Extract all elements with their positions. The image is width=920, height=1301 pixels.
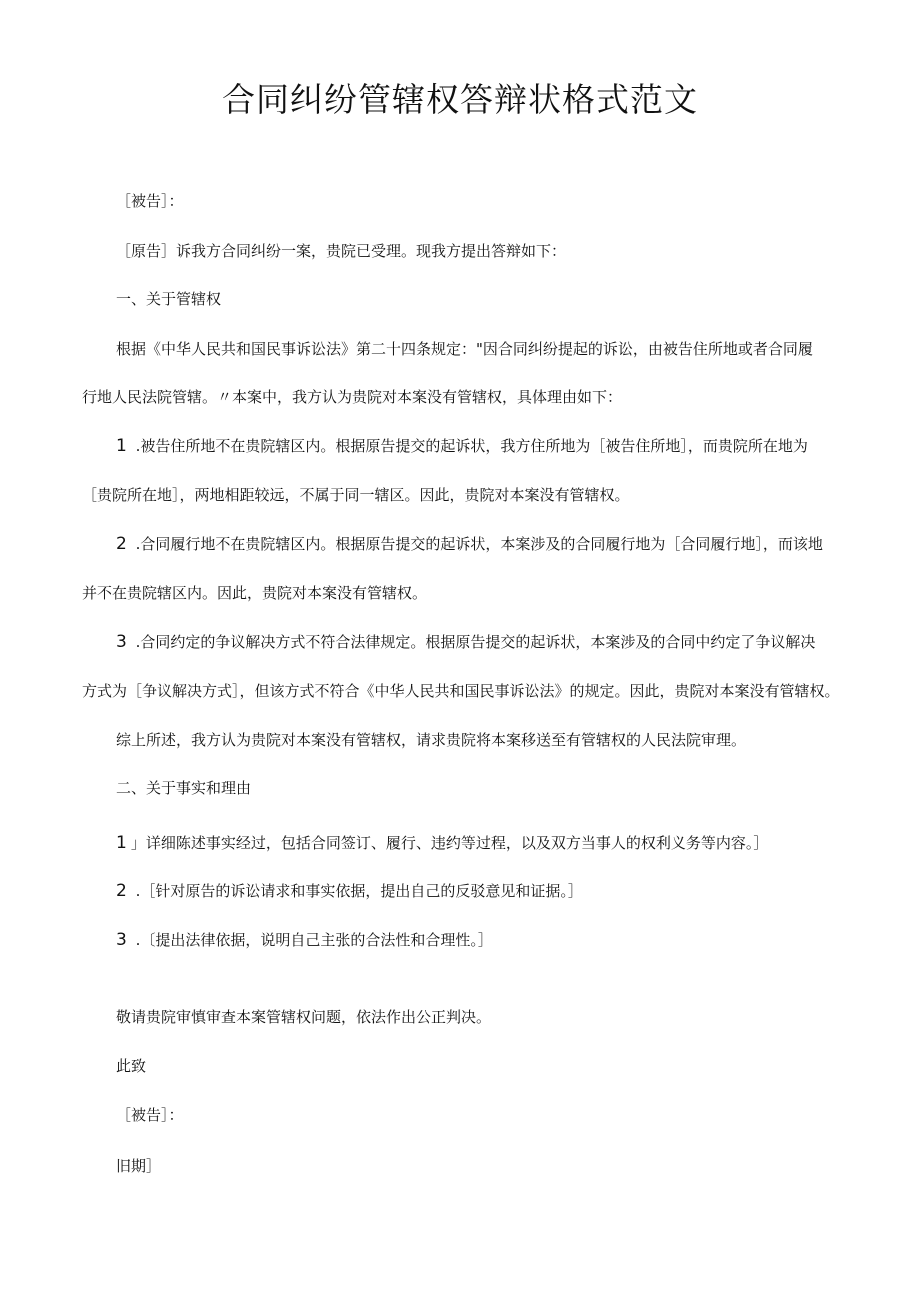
section1-heading: 一、关于管辖权 (116, 290, 222, 308)
fact-1-text: 」详细陈述事实经过，包括合同签订、履行、违约等过程，以及双方当事人的权利义务等内容。］ (130, 834, 769, 852)
reason-3-line2: 方式为［争议解决方式］，但该方式不符合《中华人民共和国民事诉讼法》的规定。因此，贵院对本案没有管辖权。 (82, 682, 840, 700)
fact-2-text: .［针对原告的诉讼请求和事实依据，提出自己的反驳意见和证据。］ (135, 882, 583, 900)
footer-date: 旧期］ (116, 1157, 162, 1175)
request-paragraph: 敬请贵院审慎审查本案管辖权问题，依法作出公正判决。 (116, 1008, 492, 1026)
reason-2-number: 2 (116, 534, 127, 554)
salutation: 此致 (116, 1057, 147, 1075)
reason-1-line1 (116, 435, 808, 457)
reason-2-line2: 并不在贵院辖区内。因此，贵院对本案没有管辖权。 (82, 584, 428, 602)
document-title: 合同纠纷管辖权答辩状格式范文 (222, 80, 698, 119)
reason-2-text: .合同履行地不在贵院辖区内。根据原告提交的起诉状，本案涉及的合同履行地为［合同履行地］，而该地 (135, 535, 823, 553)
law-para-line1: 根据《中华人民共和国民事诉讼法》第二十四条规定："因合同纠纷提起的诉讼，由被告住所地或者合同履 (116, 340, 813, 358)
fact-3 (116, 929, 493, 951)
header-defendant: ［被告］： (116, 192, 184, 210)
conclusion-paragraph: 综上所述，我方认为贵院对本案没有管辖权，请求贵院将本案移送至有管辖权的人民法院审理。 (116, 731, 747, 749)
section2-heading: 二、关于事实和理由 (116, 779, 252, 797)
fact-2 (116, 880, 583, 902)
law-para-line2: 行地人民法院管辖。〃本案中，我方认为贵院对本案没有管辖权，具体理由如下： (82, 388, 623, 406)
fact-1 (116, 832, 768, 854)
reason-3-line1 (116, 631, 815, 653)
reason-3-text: .合同约定的争议解决方式不符合法律规定。根据原告提交的起诉状，本案涉及的合同中约定了争议解决 (135, 633, 816, 651)
fact-1-number: 1 (116, 833, 127, 853)
intro-paragraph: ［原告］诉我方合同纠纷一案，贵院已受理。现我方提出答辩如下： (116, 242, 567, 260)
reason-2-line1 (116, 533, 823, 555)
fact-3-number: 3 (116, 930, 127, 950)
fact-2-number: 2 (116, 881, 127, 901)
reason-1-line2: ［贵院所在地］，两地相距较远，不属于同一辖区。因此，贵院对本案没有管辖权。 (82, 486, 630, 504)
footer-defendant: ［被告］： (116, 1106, 184, 1124)
fact-3-text: .〔提出法律依据，说明自己主张的合法性和合理性。］ (135, 931, 493, 949)
reason-1-number: 1 (116, 436, 127, 456)
reason-1-text: .被告住所地不在贵院辖区内。根据原告提交的起诉状，我方住所地为［被告住所地］，而贵院所在地为 (135, 437, 808, 455)
reason-3-number: 3 (116, 632, 127, 652)
